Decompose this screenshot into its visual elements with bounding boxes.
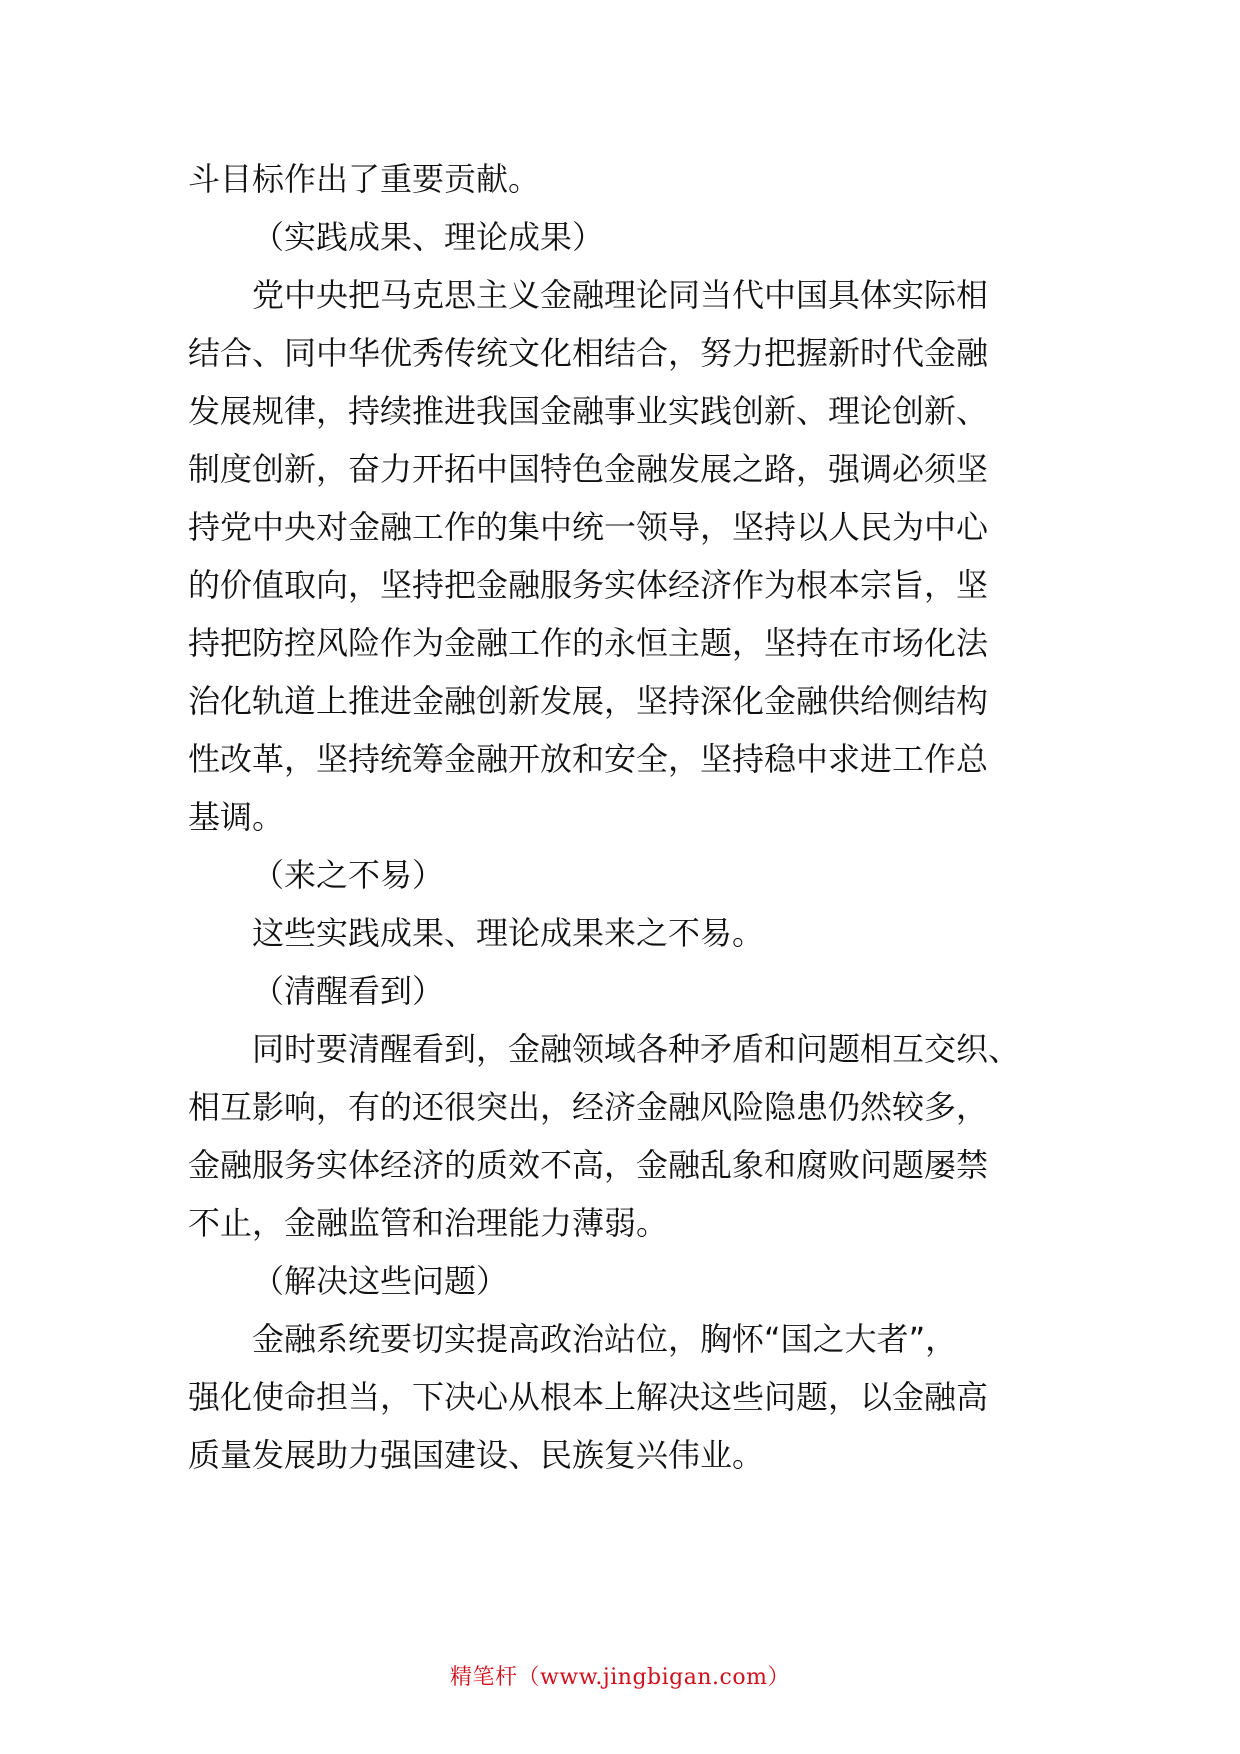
text-line: （清醒看到） (252, 972, 445, 1010)
text-line: 相互影响，有的还很突出，经济金融风险隐患仍然较多， (188, 1088, 989, 1126)
text-line: 同时要清醒看到，金融领域各种矛盾和问题相互交织、 (252, 1030, 1021, 1068)
text-line: 的价值取向，坚持把金融服务实体经济作为根本宗旨，坚 (188, 566, 989, 604)
text-line: 金融服务实体经济的质效不高，金融乱象和腐败问题屡禁 (188, 1146, 989, 1184)
text-line: 制度创新，奋力开拓中国特色金融发展之路，强调必须坚 (188, 450, 989, 488)
text-line: （来之不易） (252, 856, 445, 894)
text-line: 结合、同中华优秀传统文化相结合，努力把握新时代金融 (188, 334, 989, 372)
text-line: 治化轨道上推进金融创新发展，坚持深化金融供给侧结构 (188, 682, 989, 720)
text-line: 基调。 (188, 798, 285, 836)
text-line: 党中央把马克思主义金融理论同当代中国具体实际相 (252, 276, 989, 314)
text-line: （解决这些问题） (252, 1262, 509, 1300)
text-line: 持党中央对金融工作的集中统一领导，坚持以人民为中心 (188, 508, 989, 546)
text-line: 性改革，坚持统筹金融开放和安全，坚持稳中求进工作总 (188, 740, 989, 778)
document-body (188, 150, 1060, 1484)
text-line: 持把防控风险作为金融工作的永恒主题，坚持在市场化法 (188, 624, 989, 662)
text-line: （实践成果、理论成果） (252, 218, 605, 256)
footer-watermark: 精笔杆（www.jingbigan.com） (450, 1665, 790, 1690)
text-line: 斗目标作出了重要贡献。 (188, 160, 541, 198)
text-line: 金融系统要切实提高政治站位，胸怀“国之大者”， (252, 1320, 958, 1358)
text-line: 不止，金融监管和治理能力薄弱。 (188, 1204, 669, 1242)
text-line: 这些实践成果、理论成果来之不易。 (252, 914, 765, 952)
text-line: 强化使命担当，下决心从根本上解决这些问题，以金融高 (188, 1378, 989, 1416)
text-line: 发展规律，持续推进我国金融事业实践创新、理论创新、 (188, 392, 989, 430)
text-line: 质量发展助力强国建设、民族复兴伟业。 (188, 1436, 765, 1474)
